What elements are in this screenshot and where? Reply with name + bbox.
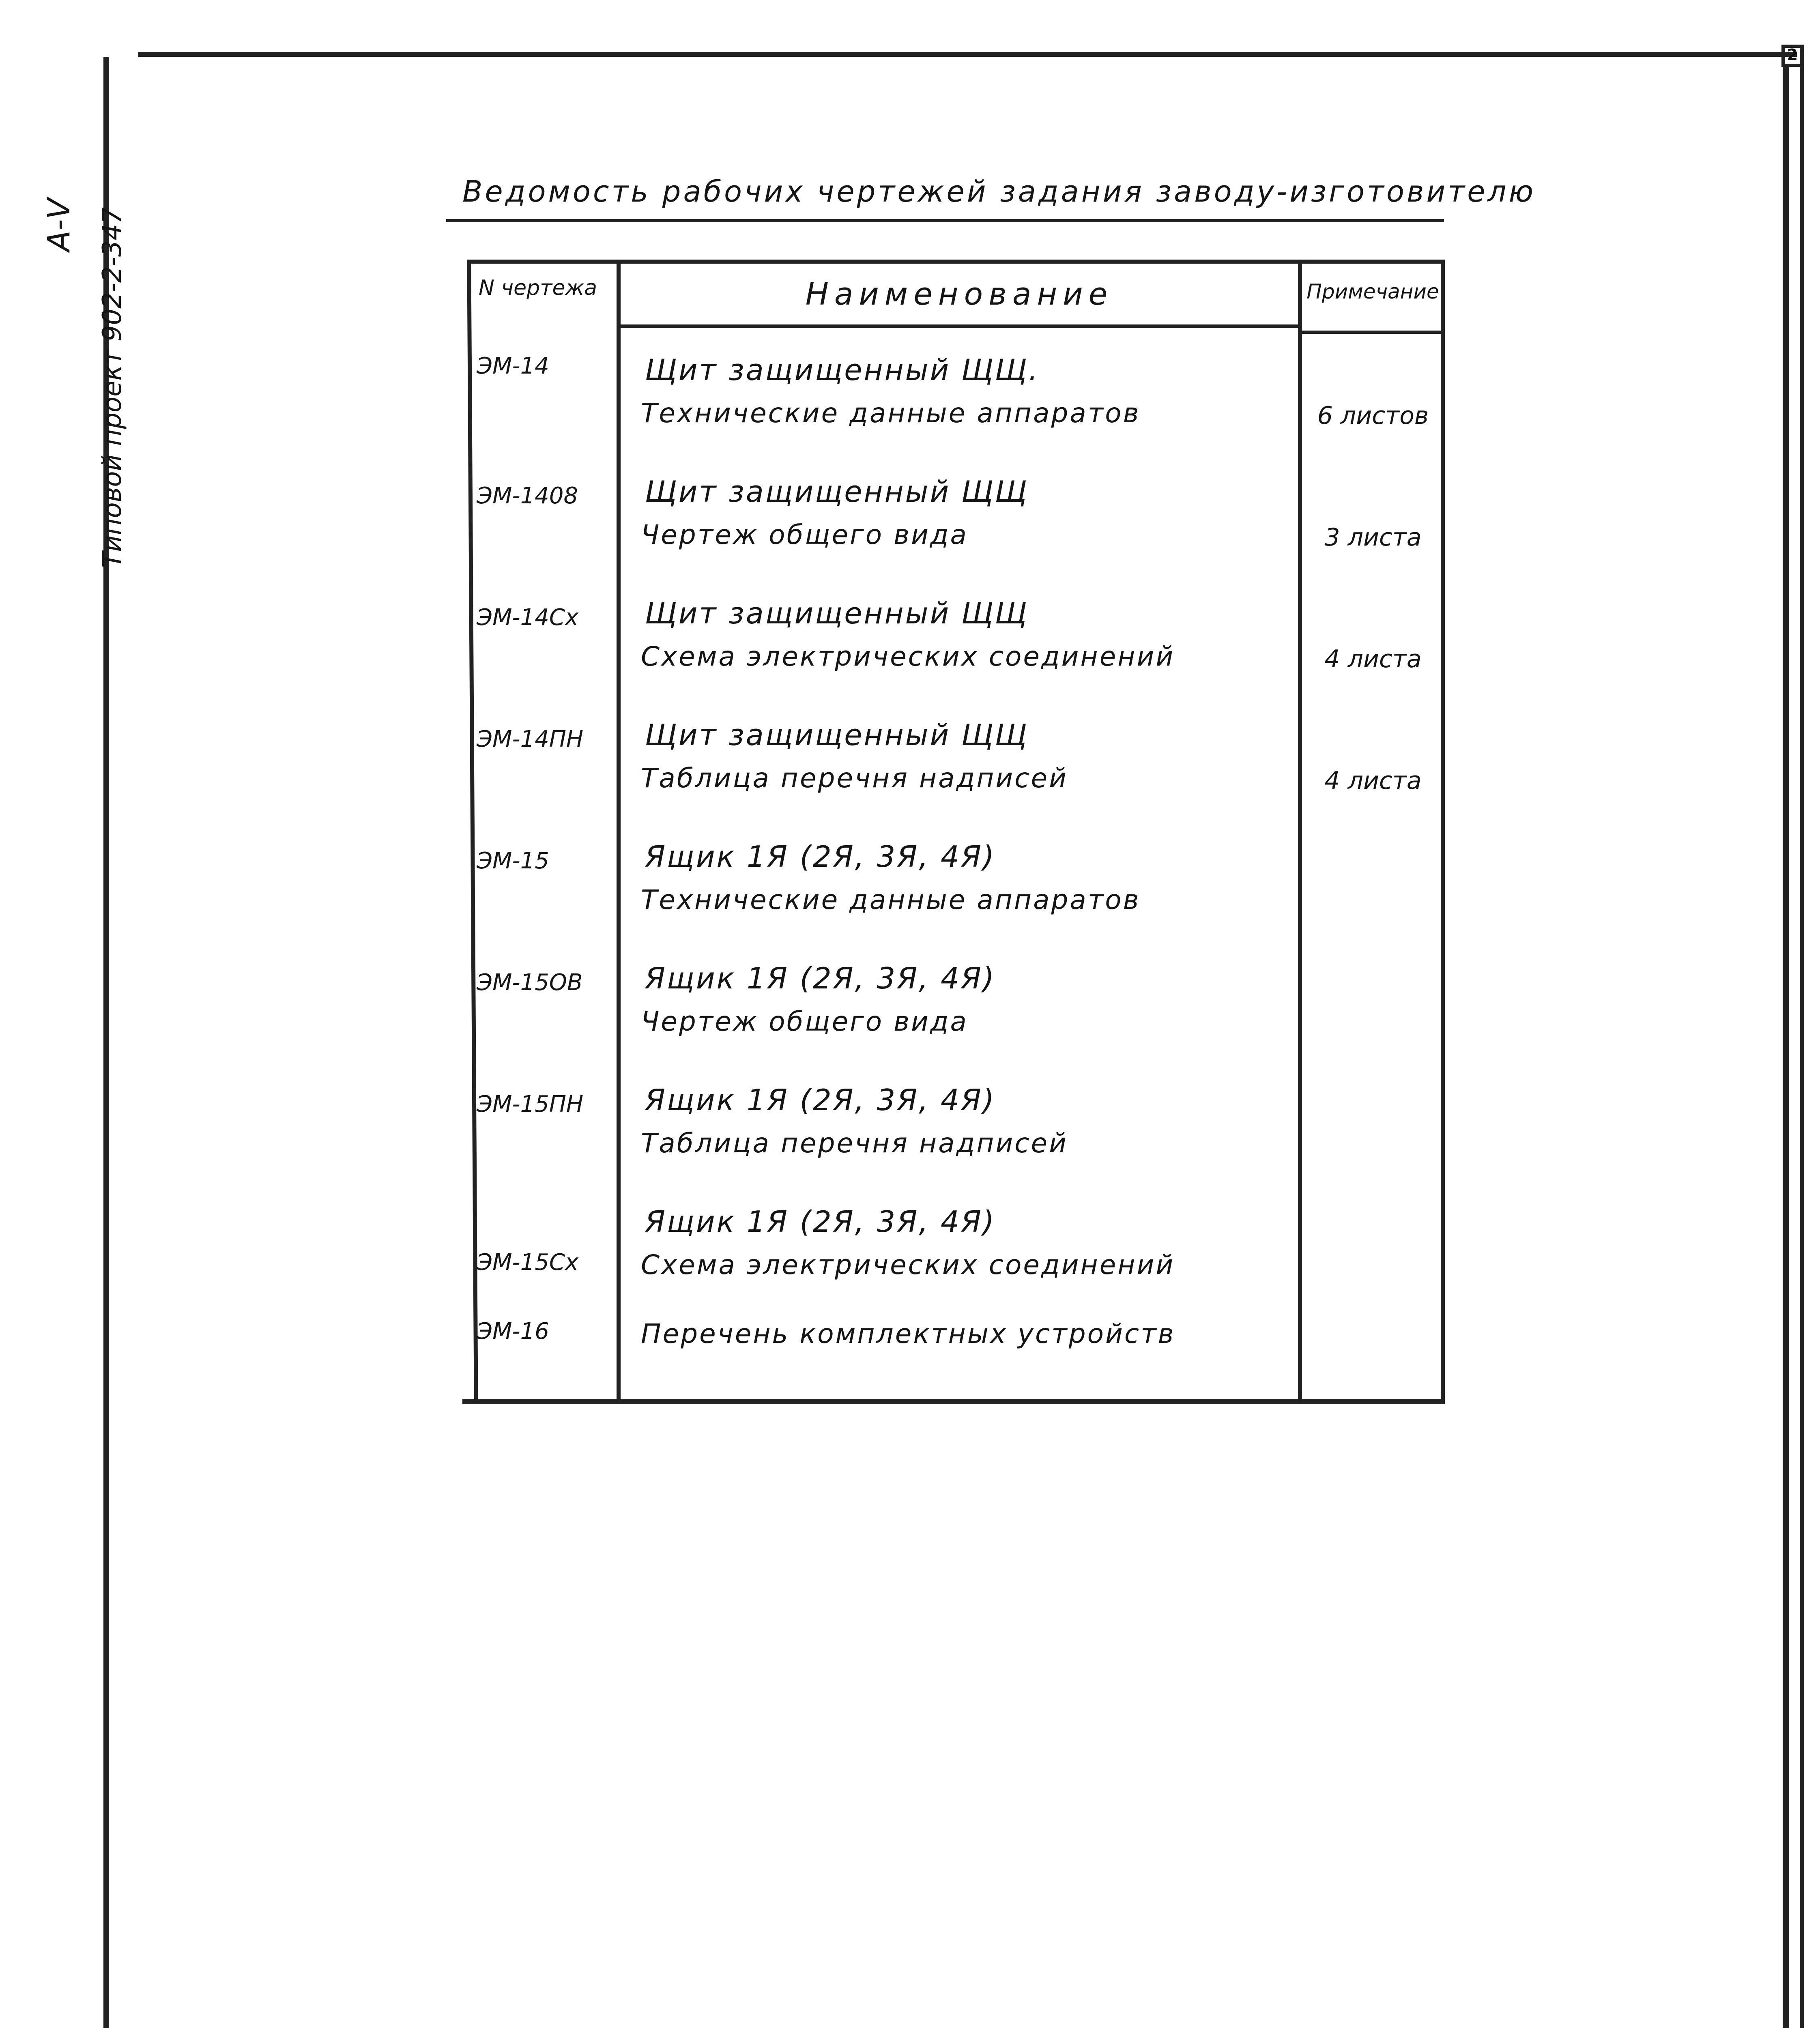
sheet-number: 2 bbox=[1787, 46, 1798, 64]
item-note: 6 листов bbox=[1317, 402, 1429, 430]
item-note bbox=[1306, 1253, 1440, 1290]
header-name: Наименование bbox=[805, 276, 1113, 312]
item-name: Ящик 1Я (2Я, 3Я, 4Я) bbox=[645, 961, 996, 995]
frame-outer-right-border bbox=[1800, 45, 1804, 2028]
item-description: Схема электрических соединений bbox=[641, 641, 1175, 672]
item-description: Перечень комплектных устройств bbox=[641, 1318, 1175, 1349]
table-row bbox=[462, 1083, 1444, 1205]
drawing-code: ЭМ-15ОВ bbox=[477, 969, 583, 996]
item-note: 4 листа bbox=[1324, 767, 1422, 795]
table-row bbox=[462, 961, 1444, 1083]
item-name: Щит защищенный ЩЩ. bbox=[645, 353, 1040, 387]
document-title: Ведомость рабочих чертежей задания заводу-изготовителю bbox=[462, 174, 1536, 208]
item-description: Технические данные аппаратов bbox=[641, 884, 1141, 915]
margin-album-code: А-V bbox=[41, 198, 77, 251]
item-name: Щит защищенный ЩЩ bbox=[645, 718, 1029, 752]
table-row bbox=[462, 840, 1444, 961]
item-note bbox=[1306, 1010, 1440, 1046]
frame-right-border bbox=[1783, 65, 1789, 2028]
item-description: Таблица перечня надписей bbox=[641, 1128, 1068, 1159]
drawing-code: ЭМ-14ПН bbox=[477, 726, 584, 752]
drawing-code: ЭМ-15Сх bbox=[477, 1249, 579, 1276]
item-description: Чертеж общего вида bbox=[641, 519, 968, 550]
item-description: Технические данные аппаратов bbox=[641, 397, 1141, 429]
item-name: Ящик 1Я (2Я, 3Я, 4Я) bbox=[645, 840, 996, 874]
item-name: Щит защищенный ЩЩ bbox=[645, 475, 1029, 509]
item-description: Чертеж общего вида bbox=[641, 1006, 968, 1037]
header-note: Примечание bbox=[1306, 280, 1439, 303]
item-note bbox=[1306, 888, 1440, 925]
title-underline bbox=[446, 219, 1444, 222]
frame-top-border bbox=[138, 52, 1797, 57]
item-name: Ящик 1Я (2Я, 3Я, 4Я) bbox=[645, 1083, 996, 1117]
drawing-code: ЭМ-16 bbox=[477, 1318, 549, 1345]
table-border-bottom bbox=[462, 1399, 1444, 1404]
item-description: Таблица перечня надписей bbox=[641, 763, 1068, 794]
header-drawing-number: N чертежа bbox=[479, 276, 597, 300]
table-header-divider bbox=[617, 324, 1302, 328]
drawing-code: ЭМ-15ПН bbox=[477, 1091, 584, 1117]
item-note: 3 листа bbox=[1324, 523, 1422, 552]
drawing-code: ЭМ-14 bbox=[477, 353, 549, 379]
drawing-code: ЭМ-15 bbox=[477, 848, 549, 874]
table-body bbox=[462, 329, 1444, 1399]
item-note: 4 листа bbox=[1324, 645, 1422, 673]
item-description: Схема электрических соединений bbox=[641, 1249, 1175, 1280]
item-name: Щит защищенный ЩЩ bbox=[645, 596, 1029, 630]
margin-project-label: Типовой проект 902-2-347 bbox=[97, 207, 127, 568]
item-name: Ящик 1Я (2Я, 3Я, 4Я) bbox=[645, 1205, 996, 1239]
item-note bbox=[1306, 1132, 1440, 1168]
table-row bbox=[462, 1302, 1444, 1391]
table-row bbox=[462, 353, 1444, 475]
table-row bbox=[462, 596, 1444, 718]
item-note bbox=[1306, 1351, 1440, 1387]
drawing-code: ЭМ-14Сх bbox=[477, 604, 579, 631]
table-row bbox=[462, 475, 1444, 596]
table-row bbox=[462, 718, 1444, 840]
drawing-code: ЭМ-1408 bbox=[477, 483, 578, 509]
drawings-table bbox=[462, 260, 1444, 1407]
